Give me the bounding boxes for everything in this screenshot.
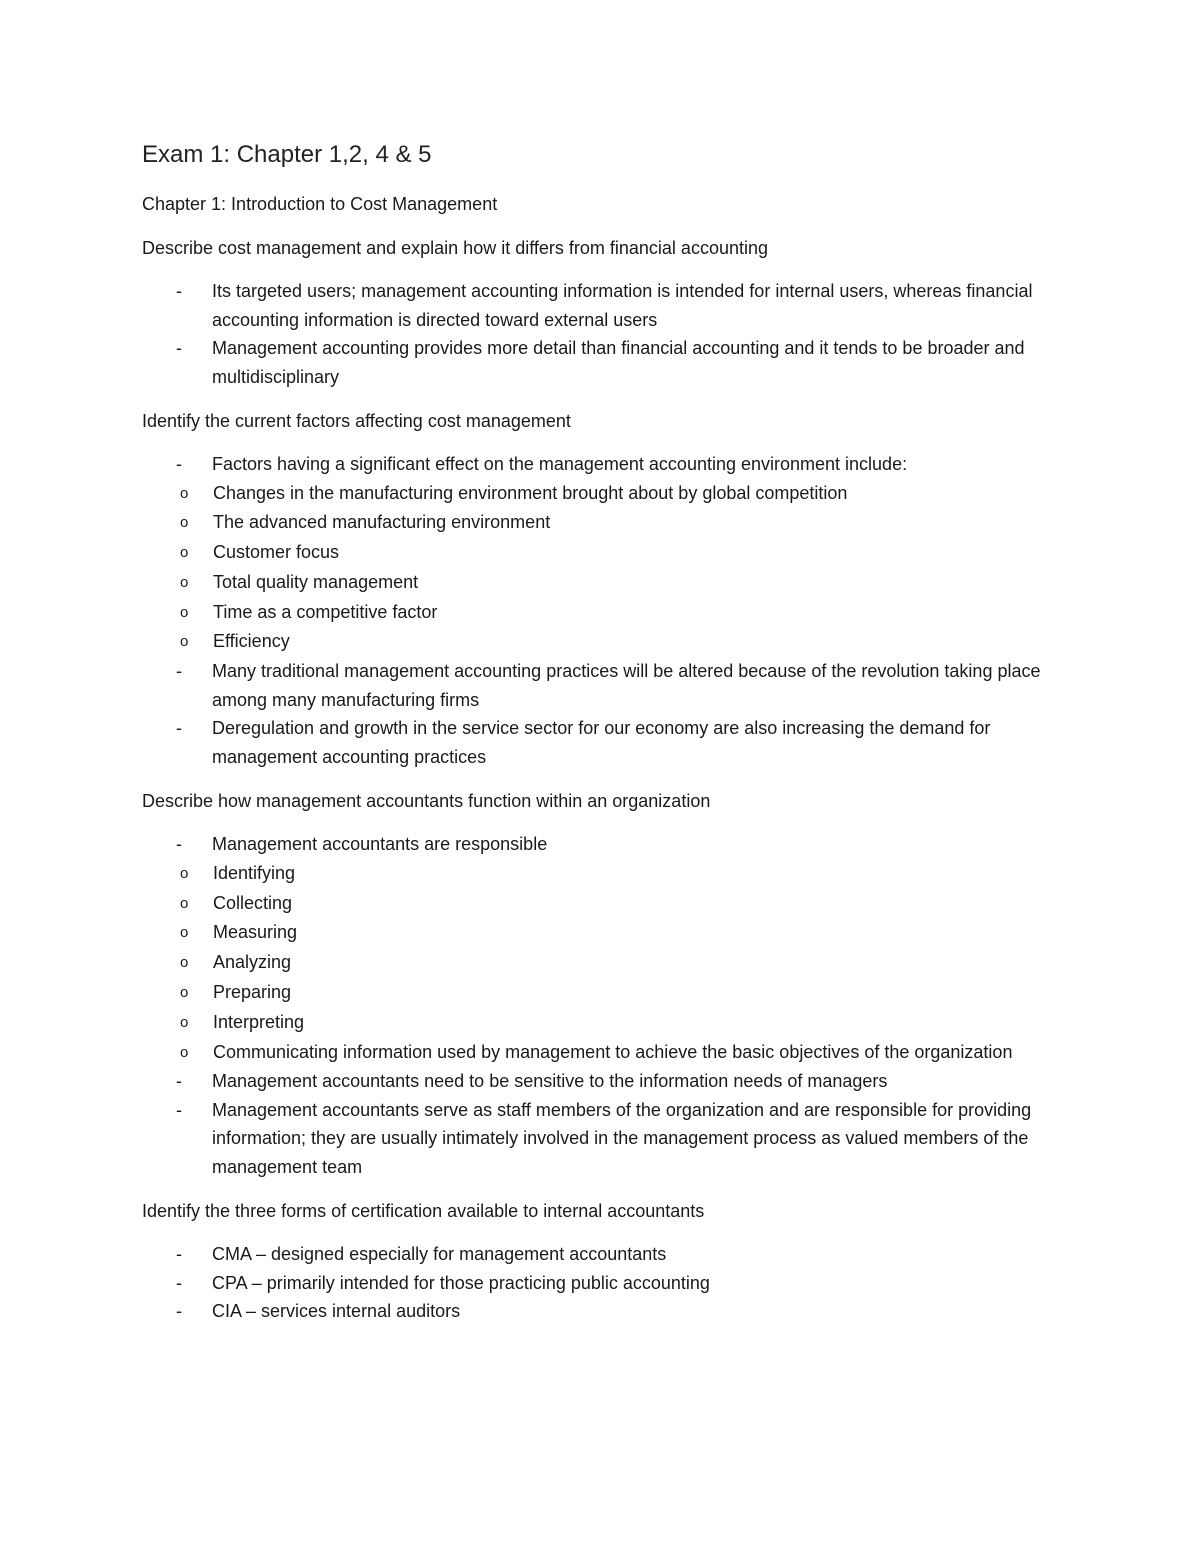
list-item <box>142 450 1072 657</box>
list-item <box>142 1297 1072 1326</box>
dash-bullet-icon: - <box>176 718 182 739</box>
sub-list-item <box>142 568 1072 598</box>
list-item-text: CPA – primarily intended for those practicing public accounting <box>212 1272 710 1293</box>
dash-bullet-icon: - <box>176 1099 182 1120</box>
circle-bullet-icon: o <box>180 983 189 1001</box>
circle-bullet-icon: o <box>180 1013 189 1031</box>
circle-bullet-icon: o <box>180 633 189 651</box>
sub-list-item <box>142 598 1072 628</box>
sub-list-item-text: Measuring <box>213 922 298 943</box>
sub-list-item-text: Time as a competitive factor <box>213 601 438 622</box>
dash-bullet-icon: - <box>176 1301 182 1322</box>
list-item <box>142 334 1072 391</box>
list-item-text: Deregulation and growth in the service sector for our economy are also increasing the demand for management accounting practices <box>212 718 991 767</box>
section-heading: Describe how management accountants function within an organization <box>142 791 711 812</box>
sub-list-item <box>142 508 1072 538</box>
list-item-text: Management accounting provides more detail than financial accounting and it tends to be broader and multidisciplinary <box>212 338 1025 387</box>
list-item <box>142 1096 1072 1182</box>
sub-list-item <box>142 627 1072 657</box>
circle-bullet-icon: o <box>180 573 189 591</box>
sub-list-item-text: Customer focus <box>213 542 340 563</box>
document-title: Exam 1: Chapter 1,2, 4 & 5 <box>142 141 432 168</box>
list-item-text: Management accountants serve as staff members of the organization and are responsible for providing information; they are usually intimately involved in the management process as valued members of the management team <box>212 1099 1032 1177</box>
circle-bullet-icon: o <box>180 954 189 972</box>
sub-list-item <box>142 1008 1072 1038</box>
circle-bullet-icon: o <box>180 864 189 882</box>
list-item <box>142 1240 1072 1269</box>
sub-list-item <box>142 538 1072 568</box>
sub-list-item-text: Changes in the manufacturing environment brought about by global competition <box>213 482 848 503</box>
sub-list-item <box>142 978 1072 1008</box>
dash-list <box>142 1240 1072 1326</box>
sub-list-item <box>142 859 1072 889</box>
circle-bullet-icon: o <box>180 514 189 532</box>
list-item <box>142 830 1072 1067</box>
sub-list-item <box>142 479 1072 509</box>
list-item <box>142 714 1072 771</box>
dash-bullet-icon: - <box>176 1071 182 1092</box>
sub-list-item-text: The advanced manufacturing environment <box>213 512 551 533</box>
circle-bullet-icon: o <box>180 484 189 502</box>
list-item-text: Factors having a significant effect on the management accounting environment include: <box>212 454 908 474</box>
sub-list-item-text: Efficiency <box>213 631 290 652</box>
sub-list-item <box>142 918 1072 948</box>
dash-bullet-icon: - <box>176 1244 182 1265</box>
list-item <box>142 1269 1072 1298</box>
sub-list-item-text: Analyzing <box>213 952 292 973</box>
chapter-heading: Chapter 1: Introduction to Cost Management <box>142 194 498 214</box>
circle-bullet-icon: o <box>180 924 189 942</box>
section-heading: Describe cost management and explain how it differs from financial accounting <box>142 238 769 258</box>
list-item <box>142 277 1072 334</box>
document-content <box>142 138 1072 1342</box>
dash-list <box>142 830 1072 1181</box>
list-item <box>142 657 1072 714</box>
list-item-text: CIA – services internal auditors <box>212 1301 461 1322</box>
sub-list-item-text: Identifying <box>213 862 296 883</box>
dash-bullet-icon: - <box>176 338 182 358</box>
circle-bullet-icon: o <box>180 894 189 912</box>
sub-list-item-text: Communicating information used by management to achieve the basic objectives of the organization <box>213 1041 1013 1062</box>
dash-list <box>142 450 1072 771</box>
sub-list-item-text: Preparing <box>213 981 292 1002</box>
list-item-text: CMA – designed especially for management accountants <box>212 1244 667 1265</box>
sections-container <box>142 234 1072 1326</box>
sub-list <box>142 859 1072 1068</box>
list-item-text: Its targeted users; management accounting information is intended for internal users, whereas financial accounting information is directed toward external users <box>212 281 1033 330</box>
dash-bullet-icon: - <box>176 454 182 474</box>
sub-list-item <box>142 889 1072 919</box>
circle-bullet-icon: o <box>180 1043 189 1061</box>
section-heading: Identify the three forms of certification available to internal accountants <box>142 1201 705 1222</box>
sub-list <box>142 479 1072 658</box>
dash-bullet-icon: - <box>176 281 182 301</box>
list-item-text: Management accountants need to be sensitive to the information needs of managers <box>212 1071 888 1092</box>
circle-bullet-icon: o <box>180 544 189 562</box>
dash-list <box>142 277 1072 391</box>
sub-list-item-text: Collecting <box>213 892 293 913</box>
dash-bullet-icon: - <box>176 834 182 855</box>
sub-list-item <box>142 1038 1072 1068</box>
list-item-text: Management accountants are responsible <box>212 834 548 855</box>
dash-bullet-icon: - <box>176 661 182 682</box>
sub-list-item-text: Interpreting <box>213 1011 305 1032</box>
circle-bullet-icon: o <box>180 603 189 621</box>
dash-bullet-icon: - <box>176 1272 182 1293</box>
list-item <box>142 1067 1072 1096</box>
sub-list-item-text: Total quality management <box>213 571 419 592</box>
sub-list-item <box>142 948 1072 978</box>
list-item-text: Many traditional management accounting practices will be altered because of the revolution taking place among many manufacturing firms <box>212 661 1041 710</box>
section-heading: Identify the current factors affecting cost management <box>142 411 571 431</box>
